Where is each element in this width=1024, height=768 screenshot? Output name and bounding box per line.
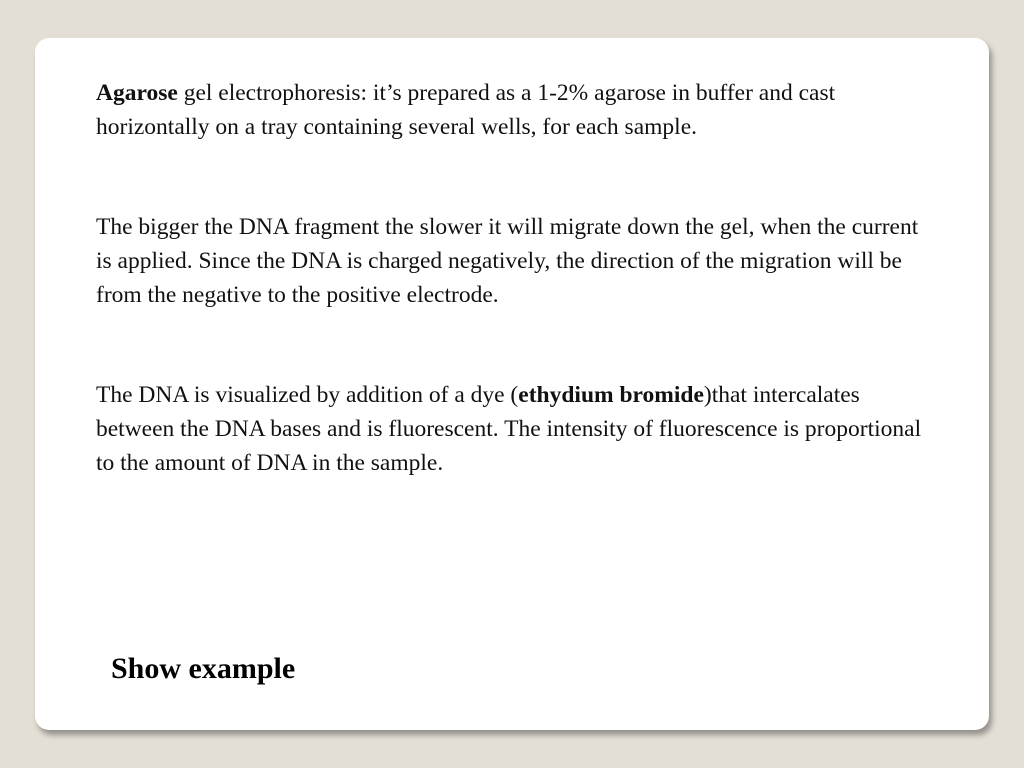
- term-agarose: Agarose: [96, 80, 178, 106]
- term-ethydium-bromide: ethydium bromide: [518, 382, 704, 408]
- paragraph-visualization-text-before: The DNA is visualized by addition of a dye (: [96, 382, 519, 408]
- slide-card: [35, 38, 989, 730]
- paragraph-migration-text: The bigger the DNA fragment the slower it will migrate down the gel, when the current is applied. Since the DNA is charged negatively, the direction of the migration will be from the negative to the positive electrode.: [96, 214, 919, 308]
- paragraph-visualization: [96, 378, 926, 480]
- paragraph-agarose: [96, 76, 926, 144]
- paragraph-migration: [96, 210, 926, 312]
- paragraph-visualization-text-after: )that intercalates between the DNA bases and is fluorescent. The intensity of fluorescence is proportional to the amount of DNA in the sample.: [96, 382, 922, 476]
- paragraph-agarose-text: gel electrophoresis: it’s prepared as a 1-2% agarose in buffer and cast horizontally on a tray containing several wells, for each sample.: [96, 80, 836, 140]
- slide-content: [96, 76, 926, 480]
- show-example-link[interactable]: Show example: [111, 652, 296, 685]
